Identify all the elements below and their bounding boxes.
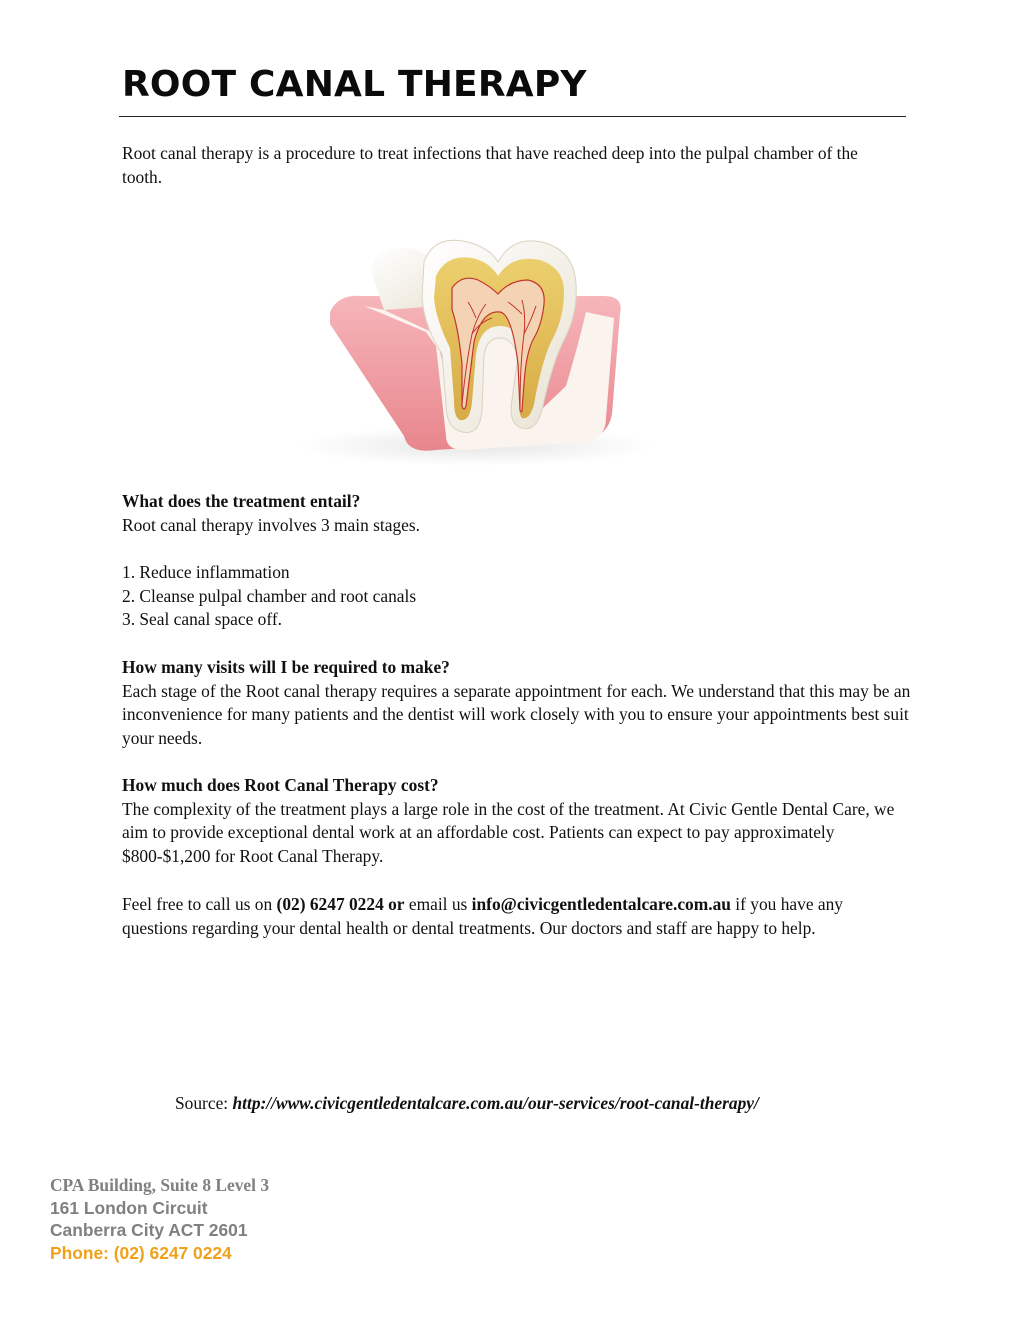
visits-body: Each stage of the Root canal therapy requires a separate appointment for each. We understand that this may be an inconvenience for many patients and the dentist will work closely with you to ensure your appointments best suit your needs.: [122, 680, 911, 748]
footer-street: 161 London Circuit: [50, 1197, 208, 1218]
contact-post: if you have any questions regarding your dental health or dental treatments. Our doctors and staff are happy to help.: [122, 894, 843, 938]
source-link[interactable]: http://www.civicgentledentalcare.com.au/our-services/root-canal-therapy/: [232, 1093, 759, 1113]
intro-paragraph: Root canal therapy is a procedure to treat infections that have reached deep into the pulpal chamber of the tooth.: [122, 143, 858, 187]
source-label: Source:: [175, 1093, 233, 1113]
contact-mid: email us: [404, 894, 472, 914]
list-item: 2. Cleanse pulpal chamber and root canals: [122, 585, 417, 606]
page-title: ROOT CANAL THERAPY: [122, 64, 587, 105]
heading-treatment: What does the treatment entail?: [122, 491, 361, 511]
section-cost: [122, 774, 912, 868]
contact-paragraph: [122, 893, 912, 940]
footer-address: [50, 1174, 269, 1264]
source-line: [175, 1092, 759, 1116]
list-item: 3. Seal canal space off.: [122, 609, 282, 629]
heading-visits: How many visits will I be required to make?: [122, 657, 450, 677]
treatment-body: Root canal therapy involves 3 main stages.: [122, 514, 420, 535]
section-treatment: [122, 490, 912, 537]
section-visits: [122, 656, 912, 750]
footer-phone[interactable]: Phone: (02) 6247 0224: [50, 1242, 232, 1263]
contact-email-link[interactable]: info@civicgentledentalcare.com.au: [471, 894, 731, 914]
footer-building: CPA Building, Suite 8 Level 3: [50, 1175, 270, 1195]
contact-phone[interactable]: (02) 6247 0224 or: [276, 894, 405, 914]
list-item: 1. Reduce inflammation: [122, 562, 290, 582]
cost-body: The complexity of the treatment plays a large role in the cost of the treatment. At Civic Gentle Dental Care, we aim to provide exceptional dental work at an affordable cost. Patients can expect to pay approximately $800-$1,200 for Root Canal Therapy.: [122, 798, 895, 866]
tooth-cross-section-illustration: [286, 214, 658, 472]
contact-pre: Feel free to call us on: [122, 894, 277, 914]
heading-cost: How much does Root Canal Therapy cost?: [122, 775, 439, 795]
footer-city: Canberra City ACT 2601: [50, 1220, 248, 1240]
stage-list: [122, 561, 912, 632]
title-rule: [119, 116, 906, 117]
